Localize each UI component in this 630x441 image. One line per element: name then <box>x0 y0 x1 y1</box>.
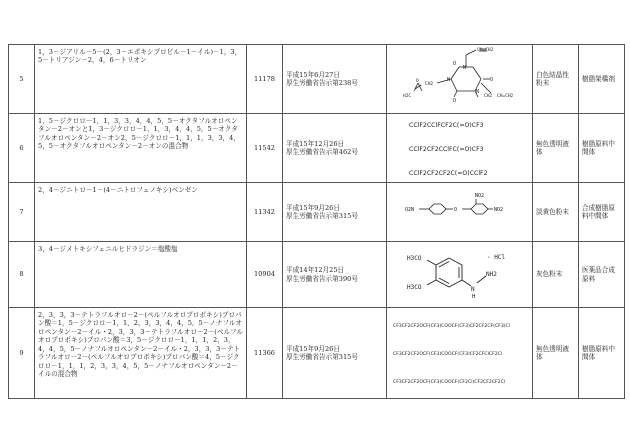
structure-diagram <box>387 242 533 307</box>
table-row <box>9 45 625 114</box>
structure-cell <box>387 183 533 242</box>
substance-registry-table <box>8 44 625 399</box>
notice-date: 平成15年12月26日 <box>286 139 345 148</box>
structure-cell <box>387 308 533 399</box>
physical-form: 無色透明液体 <box>533 308 579 399</box>
notice-info <box>283 114 387 183</box>
row-number: 9 <box>9 308 35 399</box>
intended-use: 樹脂架橋剤 <box>579 45 625 114</box>
epoxide-oxygen: O <box>416 79 419 84</box>
structure-diagram <box>387 45 533 113</box>
structure-formulas <box>387 308 533 398</box>
table-row <box>9 308 625 399</box>
physical-form: 灰色粉末 <box>533 242 579 308</box>
methoxy-upper: H3CO <box>407 255 422 262</box>
registration-number: 11366 <box>247 308 283 399</box>
structure-diagram <box>387 183 533 241</box>
formula-line-3: CClF2CF2CF2C(=O)CClF2 <box>409 170 488 177</box>
methylene-label-2: CH2 <box>484 94 493 99</box>
formula-line-1: CF3CF2CF2OCF(CF3)COOCF(CF3)CF2CF2CF(CF3)Cl <box>393 324 511 329</box>
nitro-group-top: NO2 <box>475 193 485 199</box>
hydrochloride-label: · HCl <box>487 254 506 261</box>
ring-nitrogen-2: N <box>447 77 451 83</box>
row-number: 8 <box>9 242 35 308</box>
substance-name: 1，3－ジアリル－5－(2，3－エポキシプロピル－1－イル)－1，3，5－トリアジン－2，4，6－トリオン <box>35 45 247 114</box>
row-number: 7 <box>9 183 35 242</box>
notice-date: 平成15年9月26日 <box>286 203 340 212</box>
structure-formulas <box>387 114 533 182</box>
intended-use: 樹脂原料中間体 <box>579 114 625 183</box>
ring-oxygen-right: O <box>490 77 494 83</box>
nitro-group-left: O2N <box>405 207 415 213</box>
ring-oxygen-top: O <box>453 61 457 67</box>
hydrazine-nitrogen: N <box>471 286 475 293</box>
epoxide-carbon-label: H2C <box>403 94 412 99</box>
formula-line-2: CClF2CF2CClFC(=O)CF3 <box>409 146 484 153</box>
notice-info <box>283 242 387 308</box>
notice-info <box>283 308 387 399</box>
allyl-upper-label: CH=CH2 <box>477 48 494 53</box>
formula-line-1: CClF2CClFCF2C(=O)CF3 <box>409 122 484 129</box>
structure-cell <box>387 242 533 308</box>
table-row <box>9 114 625 183</box>
row-number: 5 <box>9 45 35 114</box>
table-row <box>9 242 625 308</box>
intended-use: 合成樹脂原料中間体 <box>579 183 625 242</box>
formula-line-3: CF3CF2CF2OCF(CF3)COOCF(CF2Cl)CF2CF2CF2Cl <box>393 380 506 385</box>
ring-nitrogen-1: N <box>463 65 467 71</box>
notice-date: 平成14年12月25日 <box>286 266 345 275</box>
physical-form: 無色透明液体 <box>533 114 579 183</box>
allyl-lower-label: CH=CH2 <box>497 94 514 99</box>
ether-oxygen: O <box>454 207 458 213</box>
amino-group: NH2 <box>486 271 497 278</box>
physical-form: 淡黄色粉末 <box>533 183 579 242</box>
notice-reference: 厚生労働省告示第238号 <box>286 79 358 87</box>
registration-number: 11178 <box>247 45 283 114</box>
registration-number: 11542 <box>247 114 283 183</box>
notice-reference: 厚生労働省告示第462号 <box>286 148 358 156</box>
ring-nitrogen-3: N <box>476 89 480 95</box>
intended-use: 医薬品合成原料 <box>579 242 625 308</box>
registration-number: 11342 <box>247 183 283 242</box>
nitro-group-right: NO2 <box>494 207 504 213</box>
notice-date: 平成15年9月26日 <box>286 344 340 353</box>
notice-reference: 厚生労働省告示第390号 <box>286 274 358 283</box>
formula-line-2: CF3CF2CF2OCF(CF3)COOCF(CF3)CF2CFClCF2Cl <box>393 352 503 357</box>
hydrazine-hydrogen: H <box>472 294 476 300</box>
notice-reference: 厚生労働省告示第315号 <box>286 212 358 220</box>
substance-name: 2，4－ジニトロ－1－(4－ニトロフェノキシ)ベンゼン <box>35 183 247 242</box>
structure-cell <box>387 45 533 114</box>
registration-number: 10904 <box>247 242 283 308</box>
notice-info <box>283 45 387 114</box>
ring-oxygen-bottom: O <box>453 98 457 104</box>
notice-date: 平成15年6月27日 <box>286 70 340 79</box>
table-row <box>9 183 625 242</box>
methylene-label-1: CH2 <box>425 82 434 87</box>
substance-name: 1，5－ジクロロ－1，1，3，3，4，4，5，5－オクタフルオロペンタン－2－オンと1，3－ジクロロ－1，1，3，4，4，5，5－オクタフルオロペンタン－2－オン2，5－ジクロロ－1，1，1，3，3，4，5，5－オクタフルオロペンタン－2－オンの混合物 <box>35 114 247 183</box>
notice-info <box>283 183 387 242</box>
substance-name: 2，3，3，3－テトラフルオロ－2－(ペルフルオロプロポキシ)プロパン酸＝1，5－ジクロロ－1，1，2，3，3，4，4，5，5－ノナフルオロペンタン－2－イル・2，3，3，3－テトラフルオロ－2－(ペルフルオロプロポキシ)プロパン酸＝3，5－ジクロロ－1，1，1，2，3，4，4，5，5－ノナフルオロペンタン－2－イル・2，3，3，3－テトラフルオロ－2－(ペルフルオロプロポキシ)プロパン酸＝4，5－ジクロロ－1，1，1，2，3，3，4，5，5－ノナフルオロペンタン－2－イルの混合物 <box>35 308 247 399</box>
intended-use: 樹脂原料中間体 <box>579 308 625 399</box>
structure-cell <box>387 114 533 183</box>
notice-reference: 厚生労働省告示第315号 <box>286 353 358 361</box>
physical-form: 白色結晶性粉末 <box>533 45 579 114</box>
substance-name: 3，4－ジメトキシフェニルヒドラジン＝塩酸塩 <box>35 242 247 308</box>
row-number: 6 <box>9 114 35 183</box>
methoxy-lower: H3CO <box>407 284 422 291</box>
